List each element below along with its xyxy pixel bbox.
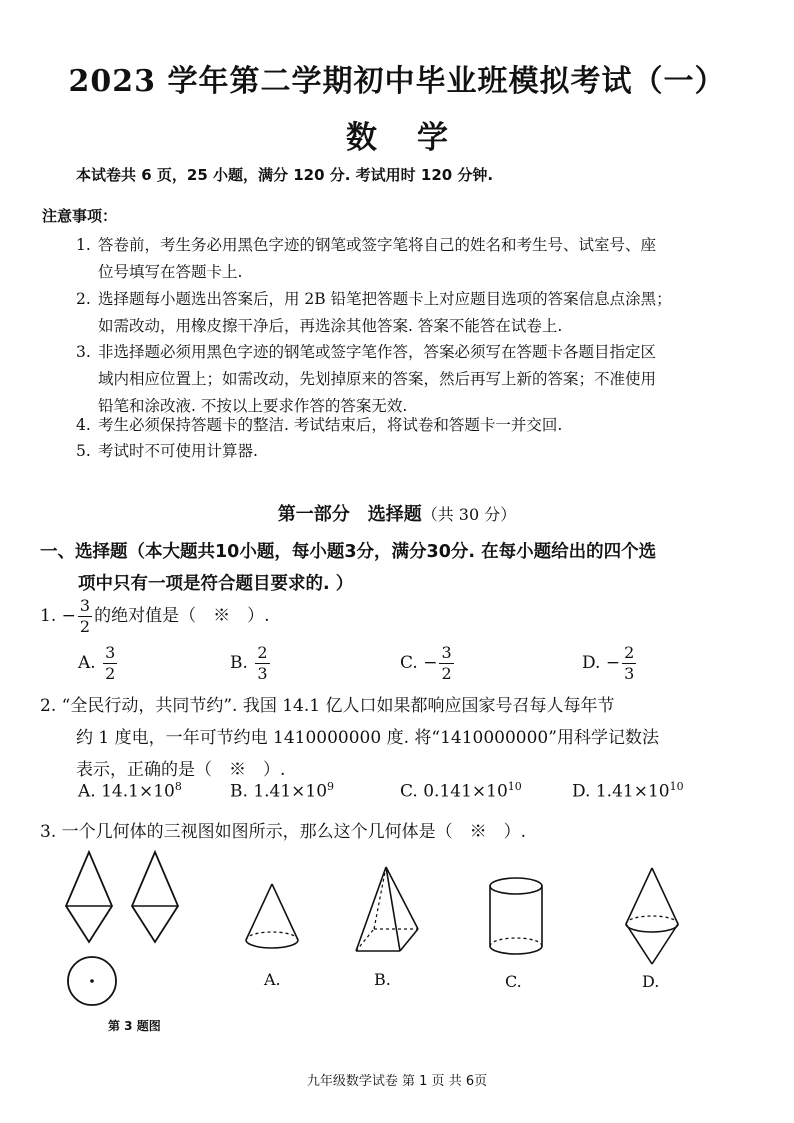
option-b	[230, 780, 334, 802]
fraction-denominator: 3	[624, 664, 635, 683]
fraction-numerator: 3	[79, 596, 91, 615]
fraction-numerator: 3	[105, 643, 116, 662]
section-line: 项中只有一项是符合题目要求的. ）	[78, 574, 354, 594]
exam-title: 2023 学年第二学期初中毕业班模拟考试（一）	[68, 64, 726, 99]
option-value: 1.41×10	[595, 781, 670, 802]
note-number: 4.	[76, 416, 91, 434]
option-label: A.	[78, 781, 96, 802]
pyramid-diagram	[350, 865, 422, 957]
notes-heading: 注意事项：	[42, 207, 118, 225]
option-a	[78, 645, 119, 682]
note-text: 选择题每小题选出答案后，用 2B 铅笔把答题卡上对应题目选项的答案信息点涂黑；	[98, 290, 672, 308]
option-exponent: 9	[327, 780, 335, 793]
question-1	[40, 598, 269, 635]
note-continuation: 铅笔和涂改液. 不按以上要求作答的答案无效.	[98, 397, 408, 415]
question-2	[40, 690, 659, 786]
minus-sign: −	[61, 606, 76, 626]
note-continuation: 域内相应位置上；如需改动，先划掉原来的答案，然后再写上新的答案；不准使用	[98, 370, 657, 388]
option-value: 14.1×10	[101, 781, 175, 802]
option-exponent: 8	[174, 780, 182, 793]
option-value: 0.141×10	[423, 781, 508, 802]
note-item	[76, 286, 730, 340]
option-c	[400, 645, 456, 682]
note-number: 5.	[76, 442, 91, 460]
figure-label-b: B.	[374, 970, 391, 989]
question-stem: 的绝对值是（ ※ ）.	[94, 606, 270, 626]
fraction-numerator: 2	[624, 643, 635, 662]
fraction-numerator: 3	[441, 643, 452, 662]
note-text: 考生必须保持答题卡的整洁. 考试结束后，将试卷和答题卡一并交回.	[98, 416, 563, 434]
question-stem: “全民行动，共同节约”. 我国 14.1 亿人口如果都响应国家号召每人每年节	[61, 696, 615, 716]
minus-sign: −	[605, 653, 621, 673]
figure-caption: 第 3 题图	[108, 1019, 161, 1033]
option-b	[230, 645, 272, 682]
option-exponent: 10	[669, 780, 684, 793]
note-continuation: 如需改动，用橡皮擦干净后，再选涂其他答案. 答案不能答在试卷上.	[98, 317, 563, 335]
option-label: A.	[78, 653, 96, 673]
fraction-denominator: 3	[257, 664, 268, 683]
option-value: 1.41×10	[253, 781, 328, 802]
question-stem: 约 1 度电，一年可节约电 1410000000 度. 将“1410000000”用科学记数法	[76, 728, 659, 748]
note-text: 考试时不可使用计算器.	[98, 442, 258, 460]
exam-intro: 本试卷共 6 页，25 小题，满分 120 分. 考试用时 120 分钟.	[76, 166, 494, 184]
fraction	[439, 645, 453, 682]
fraction	[622, 645, 636, 682]
fraction-denominator: 2	[441, 664, 452, 683]
question-number: 3.	[40, 822, 57, 842]
note-item	[76, 339, 730, 420]
note-number: 2.	[76, 290, 91, 308]
figure-label-d: D.	[642, 972, 660, 991]
fraction	[78, 598, 92, 635]
side-view-diagram	[130, 850, 180, 944]
note-number: 1.	[76, 236, 91, 254]
fraction	[103, 645, 117, 682]
note-continuation: 位号填写在答题卡上.	[98, 263, 243, 281]
option-label: D.	[582, 653, 601, 673]
option-c	[400, 780, 522, 802]
cone-diagram	[242, 882, 302, 952]
figure-label-a: A.	[264, 970, 281, 989]
subject-title: 数学	[346, 120, 488, 156]
note-item	[76, 412, 730, 439]
note-text: 非选择题必须用黑色字迹的钢笔或签字笔作答，答案必须写在答题卡各题目指定区	[98, 343, 657, 361]
option-label: B.	[230, 781, 248, 802]
section-line: 一、选择题（本大题共10小题，每小题3分，满分30分. 在每小题给出的四个选	[40, 542, 657, 562]
part-heading	[0, 500, 794, 526]
fraction	[255, 645, 269, 682]
option-a	[78, 780, 182, 802]
minus-sign: −	[423, 653, 438, 673]
page-footer: 九年级数学试卷 第 1 页 共 6页	[306, 1074, 488, 1089]
fraction-denominator: 2	[79, 617, 91, 636]
question-number: 2.	[40, 696, 57, 716]
fraction-denominator: 2	[105, 664, 116, 683]
option-exponent: 10	[507, 780, 522, 793]
top-view-diagram	[66, 955, 118, 1007]
note-text: 答卷前，考生务必用黑色字迹的钢笔或签字笔将自己的姓名和考生号、试室号、座	[98, 236, 657, 254]
question-stem: 表示，正确的是（ ※ ）.	[76, 760, 286, 780]
option-label: B.	[230, 653, 248, 673]
option-label: D.	[572, 781, 591, 802]
double-cone-diagram	[622, 866, 682, 968]
question-number: 1.	[40, 606, 57, 626]
section-instructions	[40, 536, 656, 600]
option-label: C.	[400, 653, 418, 673]
question-3	[40, 816, 526, 848]
cylinder-diagram	[486, 876, 546, 958]
front-view-diagram	[64, 850, 114, 944]
figure-label-c: C.	[505, 972, 522, 991]
option-d	[572, 780, 684, 802]
part-heading-title: 第一部分 选择题	[277, 504, 422, 525]
option-d	[582, 645, 638, 682]
question-stem: 一个几何体的三视图如图所示，那么这个几何体是（ ※ ）.	[61, 822, 527, 842]
fraction-numerator: 2	[257, 643, 268, 662]
part-heading-points: （共 30 分）	[421, 505, 517, 524]
option-label: C.	[400, 781, 418, 802]
note-item	[76, 232, 730, 286]
note-item	[76, 438, 730, 465]
note-number: 3.	[76, 343, 91, 361]
